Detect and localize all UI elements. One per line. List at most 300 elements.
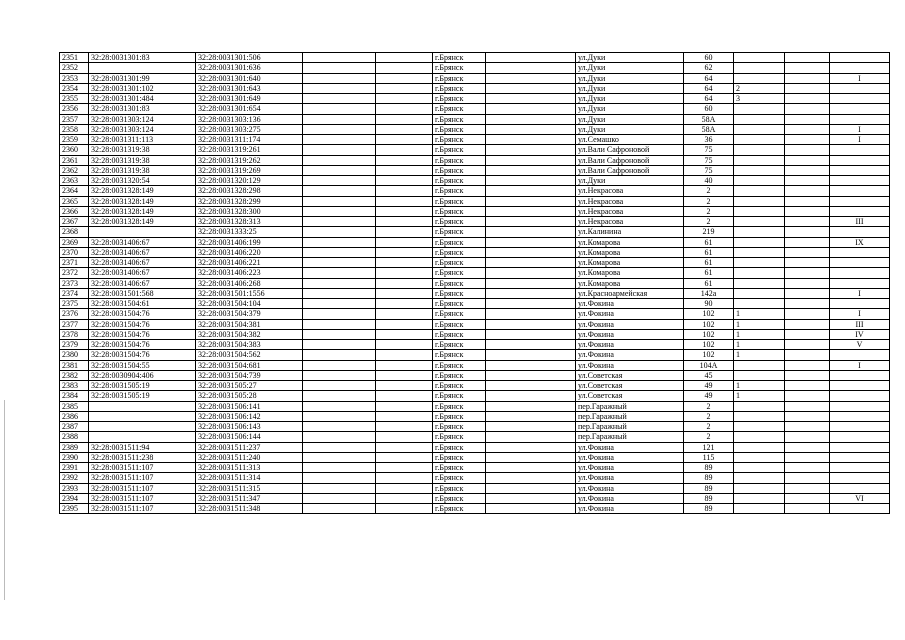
- cell-e2: [376, 227, 433, 237]
- cell-e2: [376, 442, 433, 452]
- cell-street: пер.Гаражный: [576, 411, 684, 421]
- cell-e2: [376, 504, 433, 514]
- cell-cad2: 32:28:0031504:681: [196, 360, 303, 370]
- cell-street: ул.Фокина: [576, 504, 684, 514]
- cell-f1: [734, 258, 785, 268]
- cell-cad2: 32:28:0031311:174: [196, 135, 303, 145]
- cell-city: г.Брянск: [433, 145, 486, 155]
- cell-no: 2366: [60, 206, 89, 216]
- cell-e1: [303, 155, 376, 165]
- cell-street: ул.Вали Сафроновой: [576, 145, 684, 155]
- cell-street: ул.Фокина: [576, 329, 684, 339]
- cell-house: 89: [684, 493, 734, 503]
- cell-city: г.Брянск: [433, 309, 486, 319]
- cell-city: г.Брянск: [433, 63, 486, 73]
- cell-f3: [830, 504, 890, 514]
- cell-e1: [303, 463, 376, 473]
- cell-cad2: 32:28:0031333:25: [196, 227, 303, 237]
- table-row: [60, 463, 890, 473]
- cell-f2: [785, 432, 830, 442]
- cell-e1: [303, 63, 376, 73]
- table-row: [60, 83, 890, 93]
- table-row: [60, 329, 890, 339]
- cell-cad1: 32:28:0031319:38: [89, 165, 196, 175]
- cell-e3: [486, 278, 576, 288]
- cell-f3: IV: [830, 329, 890, 339]
- cell-street: ул.Комарова: [576, 278, 684, 288]
- cell-e3: [486, 104, 576, 114]
- cell-no: 2382: [60, 370, 89, 380]
- cell-cad1: 32:28:0031328:149: [89, 186, 196, 196]
- cell-city: г.Брянск: [433, 186, 486, 196]
- cell-no: 2369: [60, 237, 89, 247]
- table-row: [60, 381, 890, 391]
- cell-city: г.Брянск: [433, 319, 486, 329]
- cell-cad1: 32:28:0031303:124: [89, 114, 196, 124]
- cell-cad1: [89, 401, 196, 411]
- cell-street: ул.Некрасова: [576, 186, 684, 196]
- cell-city: г.Брянск: [433, 504, 486, 514]
- cell-cad1: 32:28:0031511:238: [89, 452, 196, 462]
- cell-cad2: 32:28:0031301:643: [196, 83, 303, 93]
- cell-no: 2391: [60, 463, 89, 473]
- table-row: [60, 247, 890, 257]
- cell-e2: [376, 473, 433, 483]
- cell-e2: [376, 360, 433, 370]
- cell-house: 102: [684, 340, 734, 350]
- cell-e2: [376, 196, 433, 206]
- cell-cad2: 32:28:0031301:640: [196, 73, 303, 83]
- cell-cad1: 32:28:0031328:149: [89, 206, 196, 216]
- cell-house: 61: [684, 258, 734, 268]
- cell-f2: [785, 463, 830, 473]
- cell-f3: VI: [830, 493, 890, 503]
- cell-street: пер.Гаражный: [576, 432, 684, 442]
- cell-house: 2: [684, 422, 734, 432]
- cell-city: г.Брянск: [433, 73, 486, 83]
- cell-street: ул.Некрасова: [576, 217, 684, 227]
- cell-f1: 2: [734, 83, 785, 93]
- cell-f3: [830, 432, 890, 442]
- table-row: [60, 360, 890, 370]
- cell-house: 64: [684, 83, 734, 93]
- cell-city: г.Брянск: [433, 268, 486, 278]
- cell-no: 2378: [60, 329, 89, 339]
- cell-f3: [830, 483, 890, 493]
- cell-f1: [734, 206, 785, 216]
- cell-f2: [785, 94, 830, 104]
- cell-no: 2368: [60, 227, 89, 237]
- cell-e2: [376, 268, 433, 278]
- cell-e3: [486, 483, 576, 493]
- cell-f2: [785, 360, 830, 370]
- cell-f2: [785, 411, 830, 421]
- cell-cad1: 32:28:0031406:67: [89, 258, 196, 268]
- cell-e3: [486, 309, 576, 319]
- table-row: [60, 442, 890, 452]
- cell-f2: [785, 217, 830, 227]
- cell-house: 58А: [684, 124, 734, 134]
- cell-cad2: 32:28:0031504:379: [196, 309, 303, 319]
- cell-no: 2376: [60, 309, 89, 319]
- cell-e3: [486, 83, 576, 93]
- cell-street: ул.Семашко: [576, 135, 684, 145]
- cell-house: 89: [684, 504, 734, 514]
- cell-e3: [486, 401, 576, 411]
- cell-e3: [486, 206, 576, 216]
- cell-f1: 1: [734, 309, 785, 319]
- cell-f1: [734, 217, 785, 227]
- cell-cad2: 32:28:0031505:28: [196, 391, 303, 401]
- cell-street: ул.Комарова: [576, 268, 684, 278]
- cell-city: г.Брянск: [433, 165, 486, 175]
- cell-e2: [376, 288, 433, 298]
- cell-house: 2: [684, 411, 734, 421]
- cell-no: 2393: [60, 483, 89, 493]
- cell-f2: [785, 370, 830, 380]
- cell-e2: [376, 411, 433, 421]
- cell-no: 2374: [60, 288, 89, 298]
- cell-f3: [830, 391, 890, 401]
- cell-e2: [376, 237, 433, 247]
- cell-f1: [734, 186, 785, 196]
- cell-cad2: 32:28:0031406:221: [196, 258, 303, 268]
- cell-f1: [734, 483, 785, 493]
- cell-f3: [830, 258, 890, 268]
- cell-e2: [376, 401, 433, 411]
- cell-f2: [785, 319, 830, 329]
- cell-house: 75: [684, 155, 734, 165]
- cell-f3: I: [830, 288, 890, 298]
- cell-e3: [486, 63, 576, 73]
- cell-no: 2365: [60, 196, 89, 206]
- cell-cad2: 32:28:0031501:1556: [196, 288, 303, 298]
- cell-e3: [486, 94, 576, 104]
- cell-f2: [785, 227, 830, 237]
- cell-f1: [734, 155, 785, 165]
- cell-city: г.Брянск: [433, 155, 486, 165]
- cell-f3: [830, 299, 890, 309]
- cell-cad2: 32:28:0031511:237: [196, 442, 303, 452]
- table-row: [60, 196, 890, 206]
- cell-cad1: 32:28:0031504:76: [89, 319, 196, 329]
- cell-city: г.Брянск: [433, 442, 486, 452]
- cell-street: ул.Фокина: [576, 493, 684, 503]
- cell-city: г.Брянск: [433, 329, 486, 339]
- cell-cad1: 32:28:0031301:83: [89, 53, 196, 63]
- cell-street: пер.Гаражный: [576, 422, 684, 432]
- cell-f1: [734, 268, 785, 278]
- cell-f2: [785, 73, 830, 83]
- cell-no: 2386: [60, 411, 89, 421]
- cell-f3: [830, 381, 890, 391]
- cell-cad2: 32:28:0031301:506: [196, 53, 303, 63]
- cell-f3: IX: [830, 237, 890, 247]
- cell-f3: I: [830, 73, 890, 83]
- cell-e1: [303, 493, 376, 503]
- table-row: [60, 53, 890, 63]
- cell-cad2: 32:28:0031506:142: [196, 411, 303, 421]
- cell-cad2: 32:28:0031320:129: [196, 176, 303, 186]
- cell-house: 64: [684, 73, 734, 83]
- cell-e3: [486, 299, 576, 309]
- table-row: [60, 299, 890, 309]
- cell-f2: [785, 237, 830, 247]
- cell-f2: [785, 186, 830, 196]
- cell-e2: [376, 278, 433, 288]
- table-row: [60, 155, 890, 165]
- cell-house: 2: [684, 196, 734, 206]
- cell-f3: [830, 63, 890, 73]
- cell-city: г.Брянск: [433, 278, 486, 288]
- cell-house: 115: [684, 452, 734, 462]
- cell-e1: [303, 411, 376, 421]
- cell-f1: [734, 124, 785, 134]
- cell-f3: [830, 53, 890, 63]
- cell-e1: [303, 319, 376, 329]
- cell-city: г.Брянск: [433, 370, 486, 380]
- cell-f2: [785, 391, 830, 401]
- cell-no: 2385: [60, 401, 89, 411]
- cell-e3: [486, 493, 576, 503]
- cell-cad2: 32:28:0031506:141: [196, 401, 303, 411]
- cell-city: г.Брянск: [433, 432, 486, 442]
- cell-e1: [303, 258, 376, 268]
- cell-e1: [303, 483, 376, 493]
- cell-no: 2354: [60, 83, 89, 93]
- cell-no: 2389: [60, 442, 89, 452]
- cell-city: г.Брянск: [433, 360, 486, 370]
- cell-f2: [785, 504, 830, 514]
- cell-street: ул.Некрасова: [576, 206, 684, 216]
- cell-f3: [830, 473, 890, 483]
- cell-e3: [486, 340, 576, 350]
- cell-house: 61: [684, 278, 734, 288]
- cell-e2: [376, 124, 433, 134]
- cell-no: 2351: [60, 53, 89, 63]
- cell-no: 2373: [60, 278, 89, 288]
- cell-f1: 1: [734, 391, 785, 401]
- cell-city: г.Брянск: [433, 463, 486, 473]
- table-row: [60, 114, 890, 124]
- cell-cad1: 32:28:0031504:76: [89, 350, 196, 360]
- cell-e2: [376, 370, 433, 380]
- cell-house: 75: [684, 145, 734, 155]
- cell-e2: [376, 432, 433, 442]
- cell-cad1: 32:28:0031511:107: [89, 504, 196, 514]
- table-row: [60, 217, 890, 227]
- cell-e2: [376, 463, 433, 473]
- cell-city: г.Брянск: [433, 411, 486, 421]
- cell-e3: [486, 319, 576, 329]
- cell-e3: [486, 288, 576, 298]
- cell-cad1: 32:28:0031511:107: [89, 473, 196, 483]
- cell-f1: [734, 73, 785, 83]
- cell-no: 2377: [60, 319, 89, 329]
- cell-e3: [486, 442, 576, 452]
- cell-cad1: 32:28:0031319:38: [89, 145, 196, 155]
- cell-city: г.Брянск: [433, 340, 486, 350]
- cell-e1: [303, 217, 376, 227]
- cell-no: 2381: [60, 360, 89, 370]
- cell-f3: [830, 463, 890, 473]
- cell-cad1: 32:28:0031303:124: [89, 124, 196, 134]
- cell-e3: [486, 145, 576, 155]
- cell-cad1: [89, 422, 196, 432]
- table-row: [60, 422, 890, 432]
- cell-e2: [376, 329, 433, 339]
- cell-f3: [830, 114, 890, 124]
- cell-e1: [303, 53, 376, 63]
- cell-cad2: 32:28:0031504:382: [196, 329, 303, 339]
- cell-f1: [734, 452, 785, 462]
- cell-e2: [376, 299, 433, 309]
- cell-house: 90: [684, 299, 734, 309]
- cell-e2: [376, 217, 433, 227]
- cell-e2: [376, 53, 433, 63]
- cell-city: г.Брянск: [433, 299, 486, 309]
- cell-f3: I: [830, 309, 890, 319]
- cell-e3: [486, 186, 576, 196]
- cell-street: ул.Фокина: [576, 350, 684, 360]
- table-row: [60, 206, 890, 216]
- cell-house: 219: [684, 227, 734, 237]
- table-row: [60, 165, 890, 175]
- cell-cad2: 32:28:0031511:348: [196, 504, 303, 514]
- cell-house: 102: [684, 319, 734, 329]
- cell-no: 2363: [60, 176, 89, 186]
- cell-e1: [303, 452, 376, 462]
- cell-city: г.Брянск: [433, 473, 486, 483]
- cell-cad1: 32:28:0031505:19: [89, 391, 196, 401]
- cell-street: ул.Некрасова: [576, 196, 684, 206]
- cell-city: г.Брянск: [433, 237, 486, 247]
- cell-no: 2371: [60, 258, 89, 268]
- cell-e1: [303, 104, 376, 114]
- cell-e2: [376, 155, 433, 165]
- cell-f2: [785, 350, 830, 360]
- cell-e1: [303, 309, 376, 319]
- cell-cad2: 32:28:0031504:562: [196, 350, 303, 360]
- cell-city: г.Брянск: [433, 391, 486, 401]
- cell-cad2: 32:28:0031504:739: [196, 370, 303, 380]
- table-row: [60, 319, 890, 329]
- cell-street: ул.Дуки: [576, 83, 684, 93]
- cell-f1: [734, 370, 785, 380]
- cell-e3: [486, 432, 576, 442]
- cell-street: ул.Фокина: [576, 442, 684, 452]
- cell-no: 2362: [60, 165, 89, 175]
- cell-cad1: [89, 432, 196, 442]
- cell-e2: [376, 135, 433, 145]
- cell-e2: [376, 483, 433, 493]
- table-row: [60, 411, 890, 421]
- cell-e1: [303, 145, 376, 155]
- cell-house: 61: [684, 247, 734, 257]
- cell-house: 64: [684, 94, 734, 104]
- cell-street: ул.Дуки: [576, 73, 684, 83]
- cell-f1: [734, 63, 785, 73]
- cell-e3: [486, 237, 576, 247]
- cell-e2: [376, 309, 433, 319]
- cell-e2: [376, 340, 433, 350]
- cell-e1: [303, 401, 376, 411]
- cell-cad1: 32:28:0031320:54: [89, 176, 196, 186]
- cell-street: ул.Фокина: [576, 473, 684, 483]
- cell-f3: [830, 165, 890, 175]
- cell-f2: [785, 135, 830, 145]
- cell-cad1: 32:28:0031504:76: [89, 309, 196, 319]
- cell-f2: [785, 145, 830, 155]
- cell-f1: [734, 114, 785, 124]
- cell-f2: [785, 104, 830, 114]
- cell-no: 2355: [60, 94, 89, 104]
- cell-e3: [486, 247, 576, 257]
- cell-e3: [486, 258, 576, 268]
- cell-city: г.Брянск: [433, 206, 486, 216]
- cell-f2: [785, 452, 830, 462]
- cell-street: ул.Комарова: [576, 237, 684, 247]
- cell-f1: [734, 278, 785, 288]
- cell-f1: 1: [734, 329, 785, 339]
- cell-e2: [376, 63, 433, 73]
- cell-e3: [486, 176, 576, 186]
- cell-cad2: 32:28:0031406:199: [196, 237, 303, 247]
- cell-e1: [303, 329, 376, 339]
- cell-cad1: 32:28:0030904:406: [89, 370, 196, 380]
- cell-street: ул.Дуки: [576, 53, 684, 63]
- cell-city: г.Брянск: [433, 114, 486, 124]
- cell-cad1: [89, 227, 196, 237]
- cell-cad2: 32:28:0031328:299: [196, 196, 303, 206]
- cell-f3: [830, 247, 890, 257]
- cell-street: ул.Советская: [576, 381, 684, 391]
- cell-city: г.Брянск: [433, 94, 486, 104]
- cell-e3: [486, 135, 576, 145]
- cell-f2: [785, 176, 830, 186]
- cell-f1: [734, 288, 785, 298]
- cell-cad1: 32:28:0031504:76: [89, 329, 196, 339]
- cell-e1: [303, 278, 376, 288]
- table-row: [60, 350, 890, 360]
- cell-city: г.Брянск: [433, 258, 486, 268]
- cell-street: ул.Фокина: [576, 319, 684, 329]
- cell-e2: [376, 104, 433, 114]
- cell-house: 102: [684, 350, 734, 360]
- cell-no: 2387: [60, 422, 89, 432]
- cell-house: 89: [684, 463, 734, 473]
- cell-f2: [785, 401, 830, 411]
- cell-house: 49: [684, 381, 734, 391]
- cell-f2: [785, 268, 830, 278]
- cell-e3: [486, 268, 576, 278]
- cell-cad1: 32:28:0031406:67: [89, 278, 196, 288]
- cell-f3: [830, 278, 890, 288]
- cell-e1: [303, 288, 376, 298]
- cell-street: ул.Фокина: [576, 309, 684, 319]
- cell-cad1: 32:28:0031501:568: [89, 288, 196, 298]
- cell-e2: [376, 83, 433, 93]
- cell-street: ул.Комарова: [576, 258, 684, 268]
- cell-e3: [486, 155, 576, 165]
- cell-e1: [303, 206, 376, 216]
- cell-f3: [830, 206, 890, 216]
- cell-e3: [486, 411, 576, 421]
- cell-f1: [734, 145, 785, 155]
- cell-f2: [785, 329, 830, 339]
- cell-street: ул.Дуки: [576, 114, 684, 124]
- cell-cad2: 32:28:0031319:261: [196, 145, 303, 155]
